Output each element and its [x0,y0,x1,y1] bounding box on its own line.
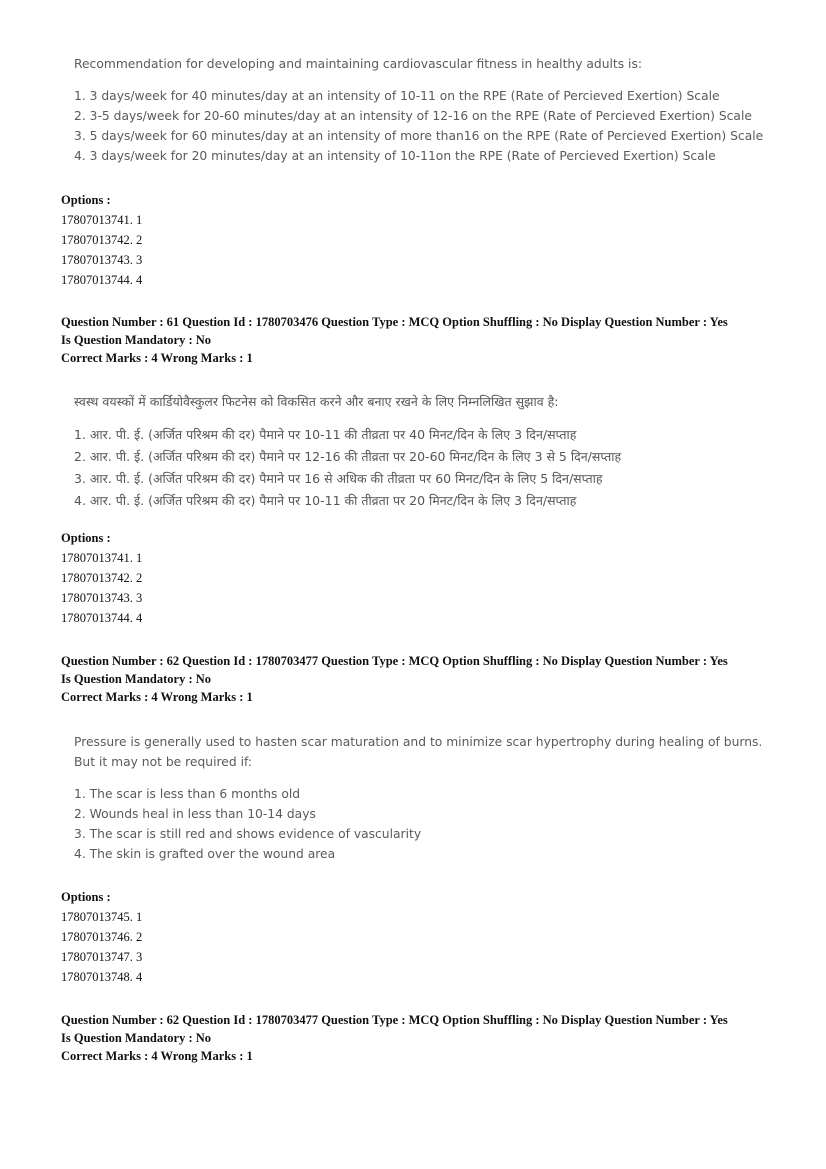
options-block [61,887,142,987]
question-choice: 1. 3 days/week for 40 minutes/day at an intensity of 10-11 on the RPE (Rate of Percieved Exertion) Scale [74,89,720,103]
question-image-burns [74,732,764,864]
question-meta-line: Question Number : 61 Question Id : 1780703476 Question Type : MCQ Option Shuffling : No Display Question Number : Yes [61,315,728,329]
question-choice: 3. 5 days/week for 60 minutes/day at an intensity of more than16 on the RPE (Rate of Percieved Exertion) Scale [74,129,764,143]
option-line: 17807013744. 4 [61,273,143,287]
question-choice: 2. Wounds heal in less than 10-14 days [74,807,316,821]
option-line: 17807013743. 3 [61,253,143,267]
options-label: Options : [61,890,111,904]
question-text: स्वस्थ वयस्कों में कार्डियोवैस्कुलर फिटनेस को विकसित करने और बनाए रखने के लिए निम्नलिखित सुझाव है: [74,394,559,409]
question-image-cardio-hi [74,392,621,512]
option-line: 17807013744. 4 [61,611,143,625]
question-choice: 3. The scar is still red and shows evidence of vascularity [74,827,422,841]
question-choice: 2. 3-5 days/week for 20-60 minutes/day at an intensity of 12-16 on the RPE (Rate of Percieved Exertion) Scale [74,109,752,123]
option-line: 17807013743. 3 [61,591,143,605]
question-choice: 2. आर. पी. ई. (अर्जित परिश्रम की दर) पैमाने पर 12-16 की तीव्रता पर 20-60 मिनट/दिन के लिए 3 से 5 दिन/सप्ताह [74,449,622,464]
question-choices [74,86,763,166]
question-choice: 3. आर. पी. ई. (अर्जित परिश्रम की दर) पैमाने पर 16 से अधिक की तीव्रता पर 60 मिनट/दिन के लिए 5 दिन/सप्ताह [74,471,603,486]
question-mandatory: Is Question Mandatory : No [61,672,212,686]
question-mandatory: Is Question Mandatory : No [61,1031,212,1045]
question-mandatory: Is Question Mandatory : No [61,333,212,347]
question-choice: 1. आर. पी. ई. (अर्जित परिश्रम की दर) पैमाने पर 10-11 की तीव्रता पर 40 मिनट/दिन के लिए 3 दिन/सप्ताह [74,427,577,442]
question-meta [61,313,781,367]
options-label: Options : [61,193,111,207]
question-marks: Correct Marks : 4 Wrong Marks : 1 [61,690,253,704]
option-line: 17807013748. 4 [61,970,143,984]
question-choice: 4. आर. पी. ई. (अर्जित परिश्रम की दर) पैमाने पर 10-11 की तीव्रता पर 20 मिनट/दिन के लिए 3 दिन/सप्ताह [74,493,577,508]
question-text: Recommendation for developing and maintaining cardiovascular fitness in healthy adults is: [74,57,643,71]
question-meta-line: Question Number : 62 Question Id : 1780703477 Question Type : MCQ Option Shuffling : No Display Question Number : Yes [61,1013,728,1027]
question-meta-line: Question Number : 62 Question Id : 1780703477 Question Type : MCQ Option Shuffling : No Display Question Number : Yes [61,654,728,668]
options-block [61,190,142,290]
question-marks: Correct Marks : 4 Wrong Marks : 1 [61,351,253,365]
options-block [61,528,142,628]
option-line: 17807013747. 3 [61,950,143,964]
question-choices [74,784,764,864]
question-meta [61,1011,781,1065]
option-line: 17807013746. 2 [61,930,143,944]
option-line: 17807013741. 1 [61,213,143,227]
option-line: 17807013742. 2 [61,233,143,247]
question-choices [74,424,621,512]
option-line: 17807013742. 2 [61,571,143,585]
option-line: 17807013745. 1 [61,910,143,924]
option-line: 17807013741. 1 [61,551,143,565]
question-meta [61,652,781,706]
question-text: Pressure is generally used to hasten scar maturation and to minimize scar hypertrophy during healing of burns. But it may not be required if: [74,735,763,769]
question-marks: Correct Marks : 4 Wrong Marks : 1 [61,1049,253,1063]
options-label: Options : [61,531,111,545]
question-choice: 1. The scar is less than 6 months old [74,787,301,801]
question-choice: 4. 3 days/week for 20 minutes/day at an intensity of 10-11on the RPE (Rate of Percieved Exertion) Scale [74,149,716,163]
question-image-cardio-en [74,54,763,166]
question-choice: 4. The skin is grafted over the wound area [74,847,336,861]
